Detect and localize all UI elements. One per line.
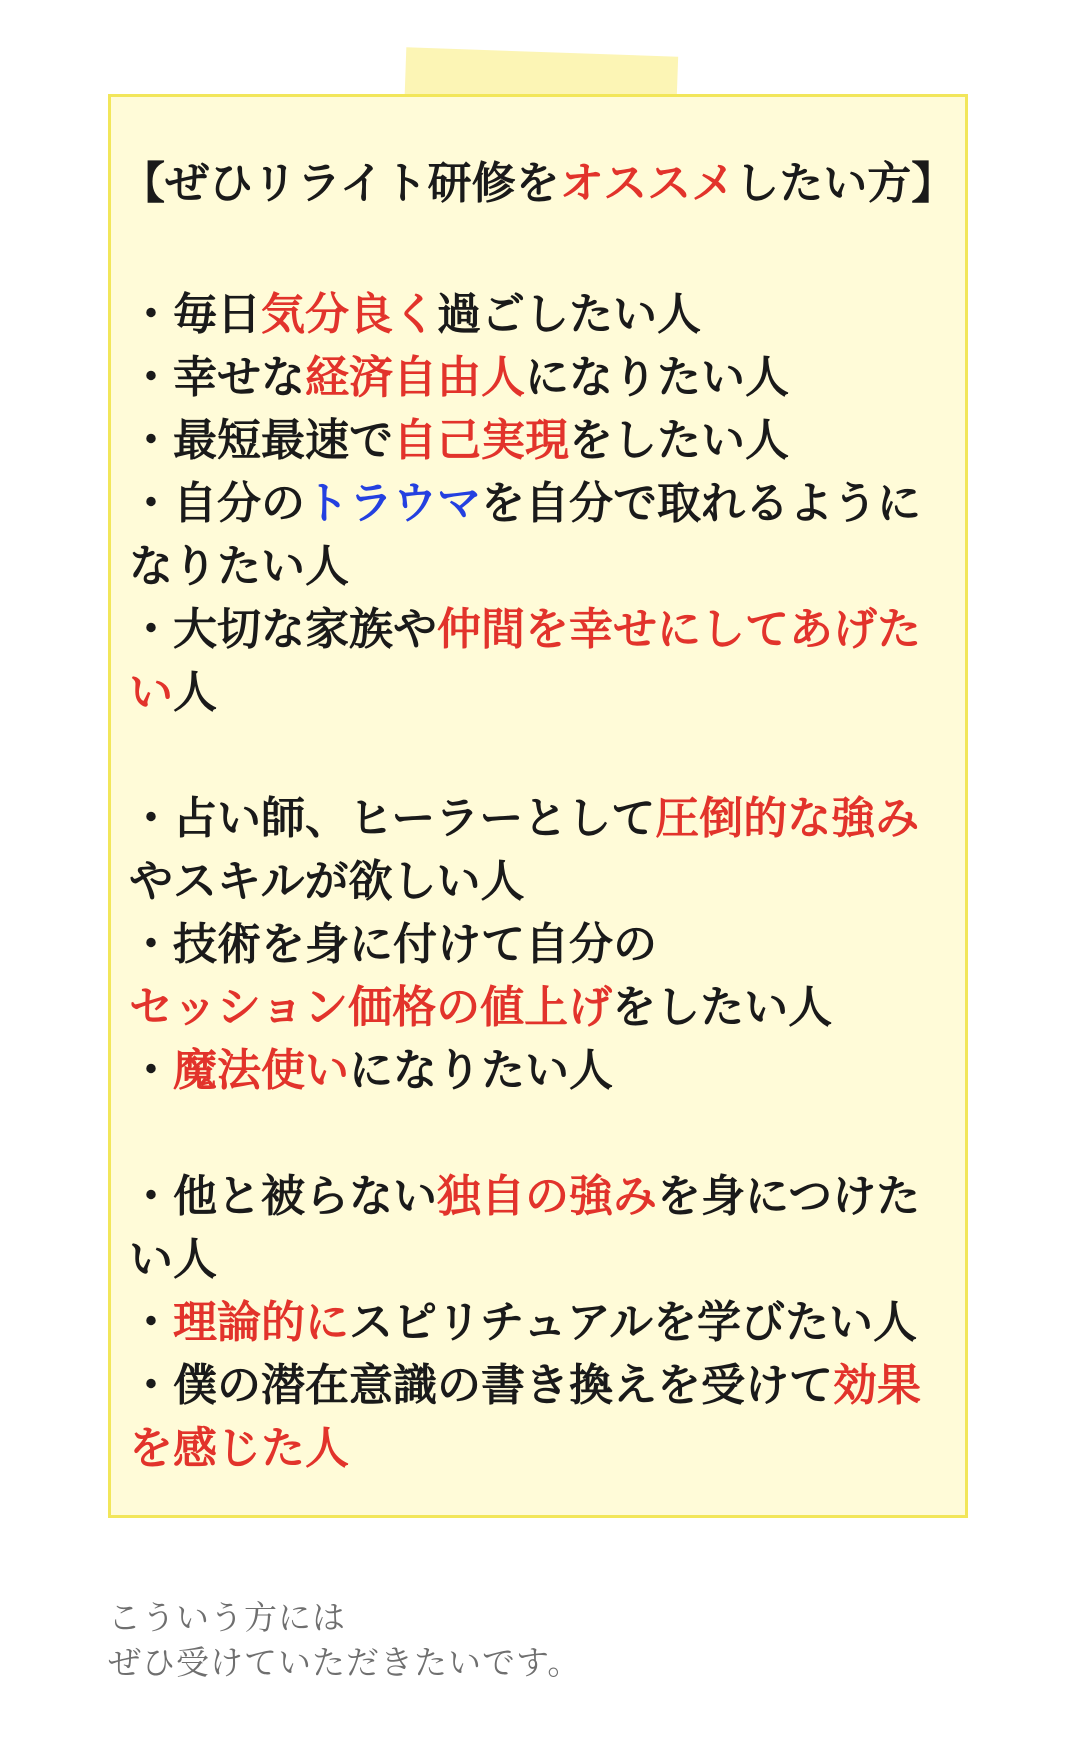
- group-spacer: [129, 1102, 959, 1165]
- list-item: [129, 1291, 959, 1354]
- note-body: [129, 283, 959, 1480]
- text-segment: になりたい人: [525, 352, 789, 403]
- text-segment: ・僕の潜在意識の書き換えを受けて: [129, 1360, 833, 1411]
- text-segment: になりたい人: [349, 1045, 613, 1096]
- recommendation-note: [108, 94, 968, 1518]
- caption: [108, 1595, 581, 1685]
- text-segment: スピリチュアルを学びたい人: [349, 1297, 918, 1348]
- text-segment: ・幸せな: [129, 352, 305, 403]
- list-item: [129, 1354, 959, 1480]
- highlight-red: オススメ: [559, 158, 736, 209]
- highlight-blue: トラウマ: [305, 478, 481, 529]
- highlight-red: 魔法使い: [173, 1045, 349, 1096]
- text-segment: をしたい人: [569, 415, 789, 466]
- highlight-red: 理論的に: [173, 1297, 349, 1348]
- text-segment: やスキルが欲しい人: [129, 856, 525, 907]
- list-item: [129, 913, 959, 1039]
- list-item: [129, 1039, 959, 1102]
- highlight-red: 経済自由人: [305, 352, 525, 403]
- highlight-red: 気分良く: [261, 289, 437, 340]
- text-segment: ・: [129, 1045, 173, 1096]
- list-item: [129, 1165, 959, 1291]
- text-segment: 人: [173, 667, 217, 718]
- text-segment: ・自分の: [129, 478, 305, 529]
- highlight-red: 独自の強み: [437, 1171, 657, 1222]
- text-segment: ・: [129, 1297, 173, 1348]
- highlight-red: 効果を感じた人: [129, 1360, 921, 1474]
- list-item: [129, 598, 959, 724]
- text-segment: ・他と被らない: [129, 1171, 437, 1222]
- text-segment: ・占い師、ヒーラーとして: [129, 793, 656, 844]
- text-segment: をしたい人: [612, 982, 833, 1033]
- text-segment: したい方】: [735, 158, 956, 209]
- highlight-red: 自己実現: [393, 415, 569, 466]
- text-segment: 【ぜひリライト研修を: [121, 158, 560, 209]
- text-segment: を身につけたい人: [129, 1171, 921, 1285]
- list-item: [129, 346, 959, 409]
- list-item: [129, 472, 959, 598]
- highlight-red: 仲間を幸せにしてあげたい: [129, 604, 921, 718]
- note-title: [121, 153, 955, 215]
- text-segment: ・大切な家族や: [129, 604, 437, 655]
- highlight-red: 圧倒的な強み: [655, 793, 920, 844]
- text-segment: ・最短最速で: [129, 415, 393, 466]
- list-item: [129, 283, 959, 346]
- list-item: [129, 787, 959, 913]
- text-segment: ・毎日: [129, 289, 261, 340]
- caption-line-1: こういう方には: [108, 1598, 346, 1637]
- group-spacer: [129, 724, 959, 787]
- list-item: [129, 409, 959, 472]
- text-segment: 過ごしたい人: [437, 289, 701, 340]
- text-segment: ・技術を身に付けて自分の: [129, 919, 657, 970]
- highlight-red: セッション価格の値上げ: [129, 982, 613, 1033]
- caption-line-2: ぜひ受けていただきたいです。: [108, 1643, 582, 1682]
- text-segment: を自分で取れるようになりたい人: [129, 478, 921, 592]
